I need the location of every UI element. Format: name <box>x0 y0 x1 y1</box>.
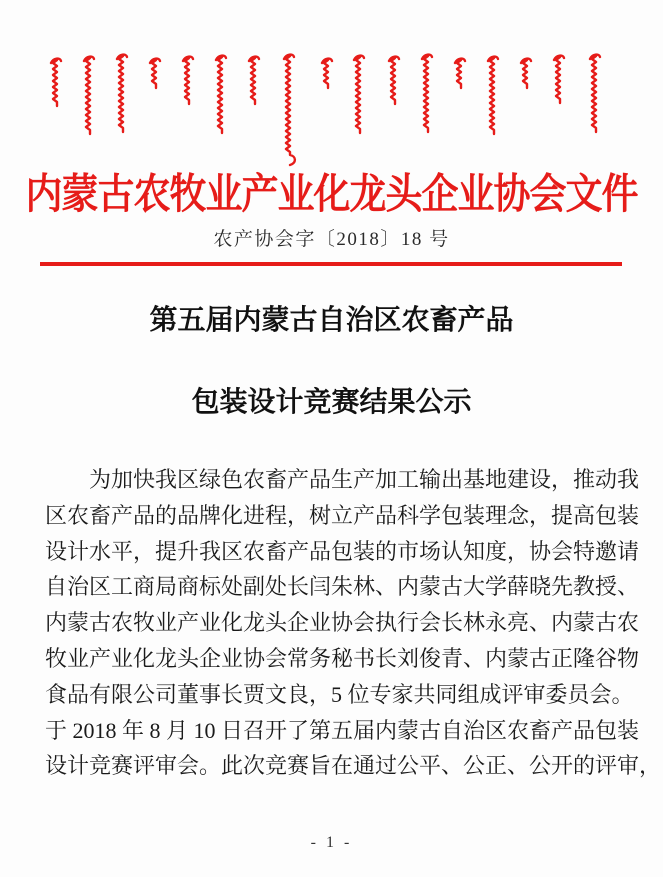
body-line: 食品有限公司董事长贾文良，5 位专家共同组成评审委员会。 <box>45 681 634 707</box>
document-number: 农产协会字〔2018〕18 号 <box>213 229 450 250</box>
red-divider-line <box>40 262 622 266</box>
page-number: - 1 - <box>310 834 353 851</box>
body-line: 内蒙古农牧业产业化龙头企业协会执行会长林永亮、内蒙古农 <box>45 610 640 636</box>
document-title-line2: 包装设计竞赛结果公示 <box>191 387 472 418</box>
document-title <box>0 298 663 420</box>
body-line: 设计竞赛评审会。此次竞赛旨在通过公平、公正、公开的评审， <box>45 753 662 779</box>
body-line: 为加快我区绿色农畜产品生产加工输出基地建设，推动我 <box>89 467 640 492</box>
body-line: 牧业产业化龙头企业协会常务秘书长刘俊青、内蒙古正隆谷物 <box>45 645 640 671</box>
body-line: 自治区工商局商标处副处长闫朱林、内蒙古大学薛晓先教授、 <box>45 574 640 600</box>
body-line: 区农畜产品的品牌化进程，树立产品科学包装理念，提高包装 <box>45 502 640 528</box>
mongolian-script-banner <box>40 52 623 167</box>
body-line: 于 2018 年 8 月 10 日召开了第五届内蒙古自治区农畜产品包装 <box>45 717 640 743</box>
body-line: 设计水平，提升我区农畜产品包装的市场认知度，协会特邀请 <box>45 538 640 564</box>
body-paragraph <box>45 462 662 784</box>
issuing-org-title: 内蒙古农牧业产业化龙头企业协会文件 <box>25 172 638 219</box>
document-title-line1: 第五届内蒙古自治区农畜产品 <box>149 305 514 336</box>
